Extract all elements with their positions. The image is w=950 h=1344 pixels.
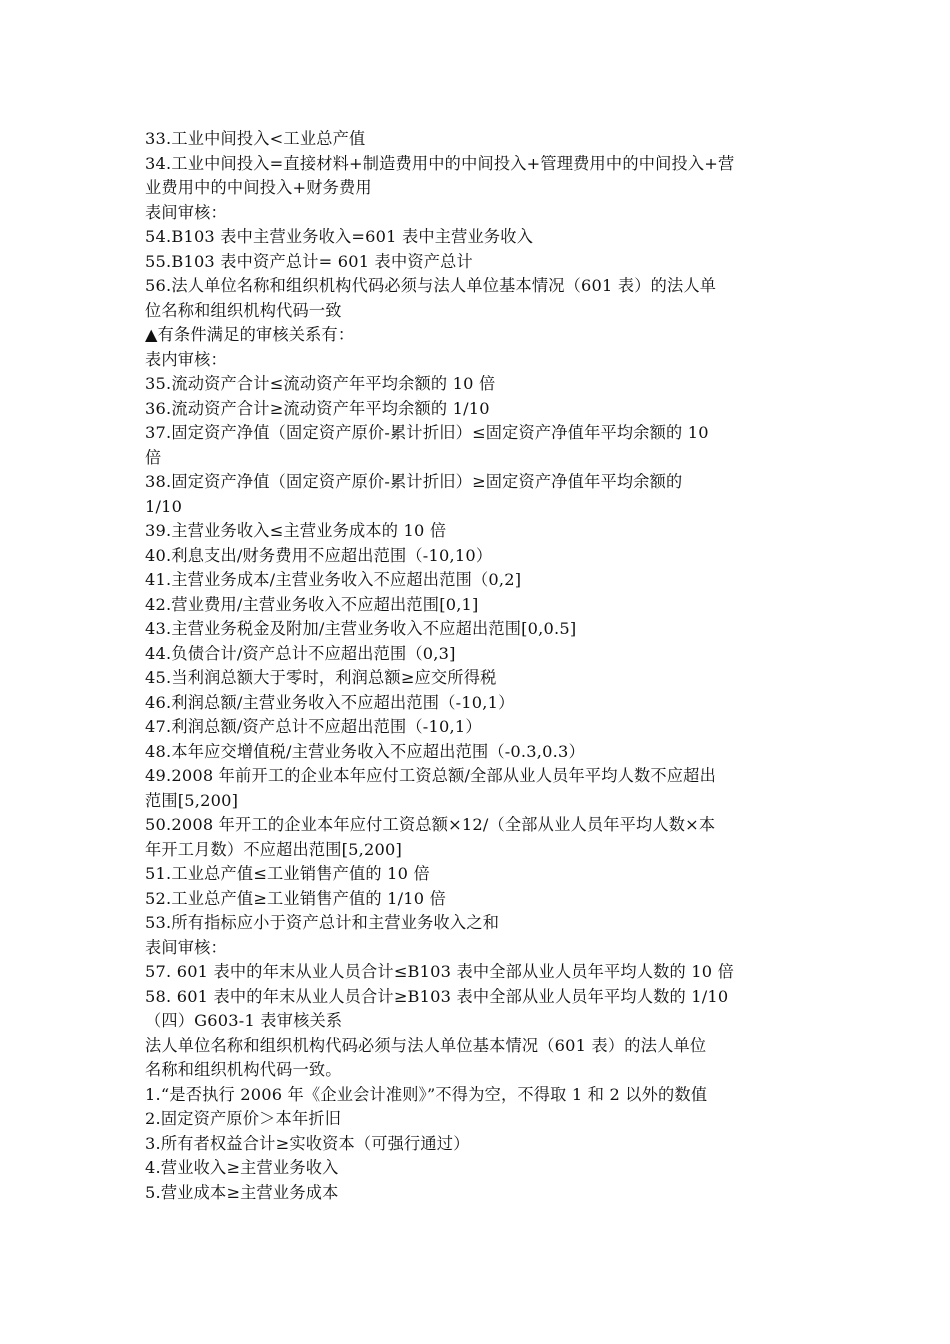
section-heading: 表间审核：: [145, 202, 227, 222]
text-line: 52.工业总产值≥工业销售产值的 1/10 倍: [145, 888, 446, 908]
section-heading: ▲有条件满足的审核关系有：: [145, 325, 355, 344]
text-line: 33.工业中间投入<工业总产值: [145, 129, 366, 148]
text-line: 42.营业费用/主营业务收入不应超出范围[0,1]: [145, 594, 479, 614]
text-line: 位名称和组织机构代码一致: [145, 300, 342, 320]
text-line: 36.流动资产合计≥流动资产年平均余额的 1/10: [145, 398, 490, 418]
text-line: 法人单位名称和组织机构代码必须与法人单位基本情况（601 表）的法人单位: [145, 1035, 707, 1055]
text-line: 1.“是否执行 2006 年《企业会计准则》”不得为空，不得取 1 和 2 以外的数值: [145, 1084, 708, 1104]
text-line: 51.工业总产值≤工业销售产值的 10 倍: [145, 864, 430, 883]
text-line: 56.法人单位名称和组织机构代码必须与法人单位基本情况（601 表）的法人单: [145, 276, 717, 295]
section-heading: （四）G603-1 表审核关系: [145, 1011, 343, 1030]
text-line: 业费用中的中间投入+财务费用: [145, 178, 372, 197]
section-heading: 表间审核：: [145, 937, 227, 957]
text-line: 41.主营业务成本/主营业务收入不应超出范围（0,2]: [145, 570, 522, 589]
text-line: 名称和组织机构代码一致。: [145, 1060, 342, 1079]
text-line: 2.固定资产原价＞本年折旧: [145, 1109, 342, 1128]
text-line: 35.流动资产合计≤流动资产年平均余额的 10 倍: [145, 374, 496, 393]
text-line: 38.固定资产净值（固定资产原价-累计折旧）≥固定资产净值年平均余额的: [145, 472, 683, 491]
text-line: 范围[5,200]: [145, 790, 239, 810]
text-line: 57. 601 表中的年末从业人员合计≤B103 表中全部从业人员年平均人数的 10 倍: [145, 962, 734, 981]
text-line: 37.固定资产净值（固定资产原价-累计折旧）≤固定资产净值年平均余额的 10: [145, 423, 709, 442]
document-body: [145, 127, 810, 1205]
text-line: 44.负债合计/资产总计不应超出范围（0,3]: [145, 643, 456, 663]
text-line: 58. 601 表中的年末从业人员合计≥B103 表中全部从业人员年平均人数的 1/10: [145, 986, 729, 1006]
text-line: 倍: [145, 447, 162, 467]
section-heading: 表内审核：: [145, 349, 227, 369]
text-line: 34.工业中间投入=直接材料+制造费用中的中间投入+管理费用中的中间投入+营: [145, 153, 735, 173]
text-line: 47.利润总额/资产总计不应超出范围（-10,1）: [145, 717, 482, 736]
text-line: 3.所有者权益合计≥实收资本（可强行通过）: [145, 1133, 470, 1153]
text-line: 年开工月数）不应超出范围[5,200]: [145, 839, 403, 859]
text-line: 53.所有指标应小于资产总计和主营业务收入之和: [145, 913, 500, 932]
text-line: 5.营业成本≥主营业务成本: [145, 1182, 339, 1202]
text-line: 48.本年应交增值税/主营业务收入不应超出范围（-0.3,0.3）: [145, 741, 585, 761]
text-line: 43.主营业务税金及附加/主营业务收入不应超出范围[0,0.5]: [145, 619, 577, 638]
text-line: 54.B103 表中主营业务收入=601 表中主营业务收入: [145, 227, 534, 246]
text-line: 40.利息支出/财务费用不应超出范围（-10,10）: [145, 545, 493, 565]
text-line: 55.B103 表中资产总计= 601 表中资产总计: [145, 251, 473, 271]
text-line: 50.2008 年开工的企业本年应付工资总额×12/（全部从业人员年平均人数×本: [145, 815, 716, 834]
text-line: 45.当利润总额大于零时，利润总额≥应交所得税: [145, 668, 497, 687]
text-line: 39.主营业务收入≤主营业务成本的 10 倍: [145, 521, 447, 540]
text-line: 4.营业收入≥主营业务收入: [145, 1158, 339, 1177]
text-line: 1/10: [145, 496, 183, 516]
text-line: 46.利润总额/主营业务收入不应超出范围（-10,1）: [145, 692, 515, 712]
text-line: 49.2008 年前开工的企业本年应付工资总额/全部从业人员年平均人数不应超出: [145, 766, 716, 785]
